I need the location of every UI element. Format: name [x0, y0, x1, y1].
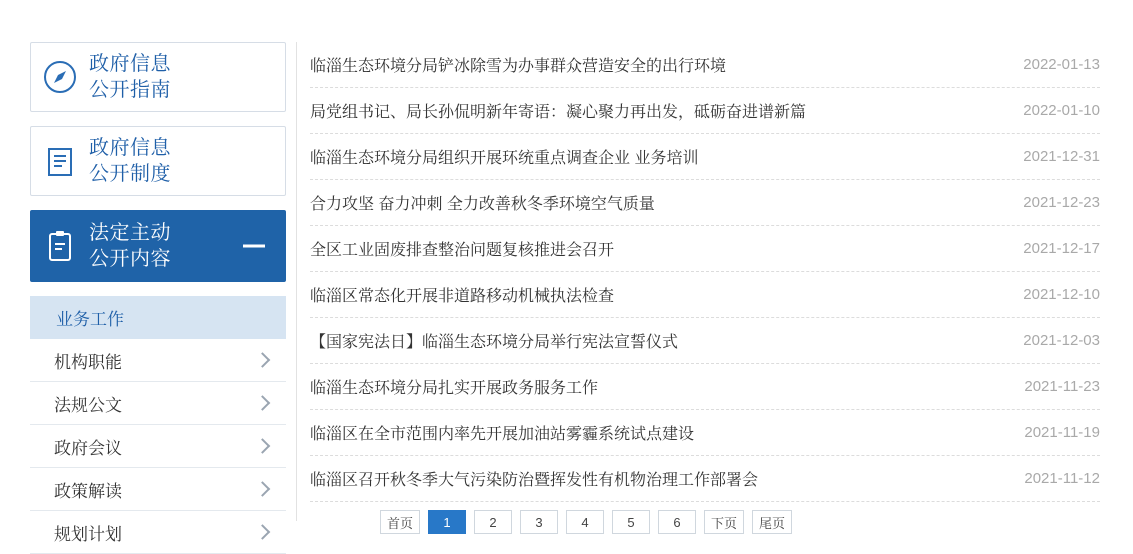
news-title[interactable]: 临淄区常态化开展非道路移动机械执法检查: [310, 288, 615, 305]
news-date: 2022-01-10: [1023, 102, 1100, 119]
sidebar-item-business-work-label: 业务工作: [56, 310, 124, 329]
news-title[interactable]: 临淄生态环境分局组织开展环统重点调查企业 业务培训: [310, 150, 699, 167]
news-date: 2021-12-31: [1023, 148, 1100, 165]
news-title[interactable]: 临淄生态环境分局扎实开展政务服务工作: [310, 380, 599, 397]
chevron-right-icon: [255, 352, 271, 368]
news-title[interactable]: 临淄区在全市范围内率先开展加油站雾霾系统试点建设: [310, 426, 695, 443]
news-list: [310, 42, 1100, 502]
list-item[interactable]: [310, 456, 1100, 502]
chevron-right-icon: [255, 524, 271, 540]
sidebar-card-system-line2: 公开制度: [89, 163, 171, 185]
chevron-right-icon: [255, 438, 271, 454]
compass-icon: [31, 59, 89, 95]
list-item[interactable]: [310, 364, 1100, 410]
news-title[interactable]: 临淄区召开秋冬季大气污染防治暨挥发性有机物治理工作部署会: [310, 472, 759, 489]
news-date: 2021-12-10: [1023, 286, 1100, 303]
pagination-page-5[interactable]: 5: [612, 510, 650, 534]
list-item[interactable]: [310, 318, 1100, 364]
pagination-page-1[interactable]: 1: [428, 510, 466, 534]
list-item[interactable]: [310, 226, 1100, 272]
pagination-page-4[interactable]: 4: [566, 510, 604, 534]
sidebar: [30, 42, 286, 554]
sidebar-card-guide[interactable]: [30, 42, 286, 112]
sidebar-item-organization-functions-label: 机构职能: [54, 352, 122, 372]
pagination-page-3[interactable]: 3: [520, 510, 558, 534]
sidebar-card-statutory-label: [89, 220, 171, 272]
list-item[interactable]: [310, 42, 1100, 88]
list-item[interactable]: [310, 410, 1100, 456]
pagination-page-6[interactable]: 6: [658, 510, 696, 534]
sidebar-card-statutory[interactable]: [30, 210, 286, 282]
chevron-right-icon: [255, 481, 271, 497]
news-title[interactable]: 【国家宪法日】临淄生态环境分局举行宪法宣誓仪式: [310, 334, 679, 351]
sidebar-item-policy-interpretation[interactable]: [30, 468, 286, 511]
sidebar-card-guide-line2: 公开指南: [89, 79, 171, 101]
news-date: 2021-12-17: [1023, 240, 1100, 257]
sidebar-item-government-meetings-label: 政府会议: [54, 438, 122, 458]
sidebar-item-regulations-documents-label: 法规公文: [54, 395, 122, 415]
sidebar-item-plans[interactable]: [30, 511, 286, 554]
sidebar-card-statutory-line2: 公开内容: [89, 248, 171, 270]
list-item[interactable]: [310, 88, 1100, 134]
sidebar-item-regulations-documents[interactable]: [30, 382, 286, 425]
chevron-right-icon: [255, 395, 271, 411]
sidebar-card-guide-line1: 政府信息: [89, 53, 171, 75]
pagination-last[interactable]: 尾页: [752, 510, 792, 534]
pagination-page-2[interactable]: 2: [474, 510, 512, 534]
news-title[interactable]: 合力攻坚 奋力冲刺 全力改善秋冬季环境空气质量: [310, 196, 655, 213]
sidebar-card-guide-label: [89, 51, 171, 103]
news-date: 2021-11-12: [1024, 470, 1100, 487]
news-date: 2021-11-23: [1024, 378, 1100, 395]
news-title[interactable]: 局党组书记、局长孙侃明新年寄语：凝心聚力再出发，砥砺奋进谱新篇: [310, 104, 807, 121]
list-item[interactable]: [310, 134, 1100, 180]
clipboard-icon: [31, 228, 89, 264]
news-date: 2022-01-13: [1023, 56, 1100, 73]
sidebar-card-statutory-line1: 法定主动: [89, 222, 171, 244]
sidebar-submenu: [30, 296, 286, 554]
pagination-first[interactable]: 首页: [380, 510, 420, 534]
sidebar-item-business-work[interactable]: [30, 296, 286, 339]
sidebar-item-plans-label: 规划计划: [54, 524, 122, 544]
news-date: 2021-11-19: [1024, 424, 1100, 441]
pagination: [380, 510, 792, 534]
news-date: 2021-12-03: [1023, 332, 1100, 349]
sidebar-item-organization-functions[interactable]: [30, 339, 286, 382]
news-title[interactable]: 临淄生态环境分局铲冰除雪为办事群众营造安全的出行环境: [310, 58, 727, 75]
document-icon: [31, 143, 89, 179]
collapse-icon[interactable]: [243, 245, 265, 248]
list-item[interactable]: [310, 180, 1100, 226]
news-date: 2021-12-23: [1023, 194, 1100, 211]
pagination-next[interactable]: 下页: [704, 510, 744, 534]
list-item[interactable]: [310, 272, 1100, 318]
vertical-divider: [296, 42, 297, 521]
sidebar-card-system-line1: 政府信息: [89, 137, 171, 159]
sidebar-item-government-meetings[interactable]: [30, 425, 286, 468]
sidebar-item-policy-interpretation-label: 政策解读: [54, 481, 122, 501]
news-title[interactable]: 全区工业固废排查整治问题复核推进会召开: [310, 242, 615, 259]
sidebar-card-system-label: [89, 135, 171, 187]
sidebar-card-system[interactable]: [30, 126, 286, 196]
